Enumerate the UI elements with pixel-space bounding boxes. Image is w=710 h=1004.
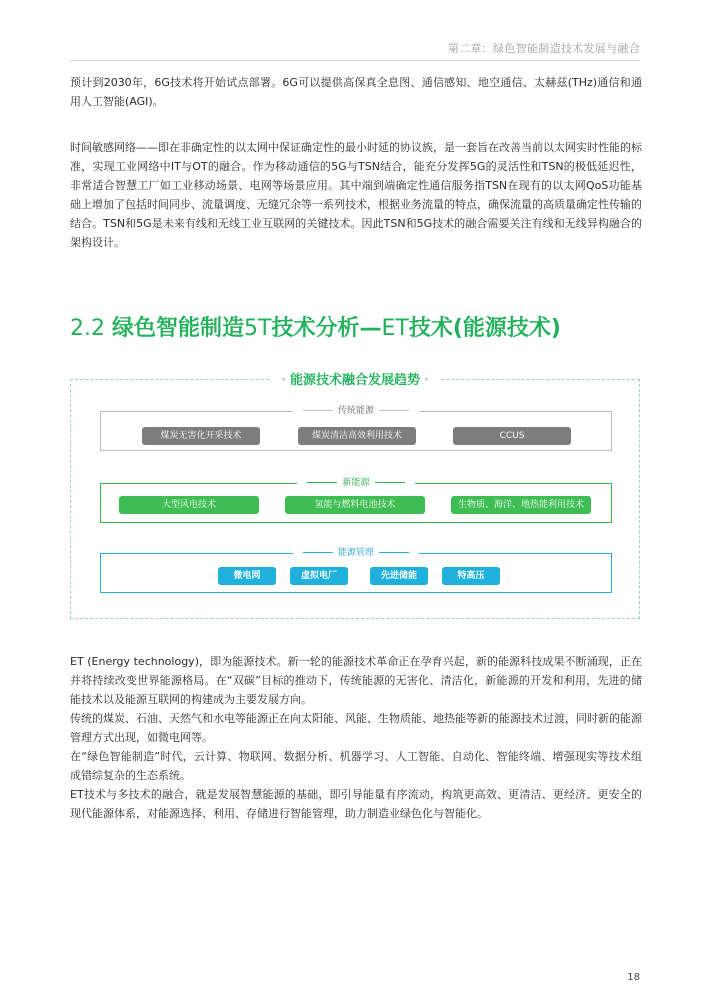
group-new-energy <box>100 478 612 523</box>
section-title <box>70 312 561 346</box>
energy-trend-diagram <box>70 373 640 619</box>
group-label: 传统能源 <box>101 405 611 418</box>
group-traditional-energy <box>100 406 612 451</box>
pill-hydrogen-fuel-cell: 氢能与燃料电池技术 <box>285 496 425 514</box>
pill-advanced-storage: 先进储能 <box>370 567 428 585</box>
section-title-part5: 技术(能源技术) <box>408 316 561 341</box>
pill-wind-power: 大型风电技术 <box>119 496 259 514</box>
page-number: 18 <box>627 972 640 983</box>
group-label: 能源管理 <box>101 547 611 560</box>
pill-ccus: CCUS <box>453 427 571 445</box>
header-divider <box>70 60 640 61</box>
group-energy-management <box>100 548 612 593</box>
pill-microgrid: 微电网 <box>218 567 276 585</box>
pill-coal-clean-use: 煤炭清洁高效利用技术 <box>298 427 416 445</box>
pill-coal-mining: 煤炭无害化开采技术 <box>142 427 260 445</box>
paragraph-et-definition: ET (Energy technology)，即为能源技术。新一轮的能源技术革命正在孕育兴起，新的能源科技成果不断涌现，正在并将持续改变世界能源格局。在“双碳”目标的推动下，传统能源的无害化、清洁化，新能源的开发和利用，先进的储能技术以及能源互联网的构建成为主要发展方向。 <box>70 655 642 706</box>
paragraph-tsn: 时间敏感网络——即在非确定性的以太网中保证确定性的最小时延的协议族，是一套旨在改善当前以太网实时性能的标准，实现工业网络中IT与OT的融合。作为移动通信的5G与TSN结合，能充分发挥5G的灵活性和TSN的极低延迟性，非常适合智慧工厂如工业移动场景、电网等场景应用。其中端到端确定性通信服务指TSN在现有的以太网QoS功能基础上增加了包括时间同步、流量调度、无缝冗余等一系列技术，根据业务流量的特点，确保流量的高质量确定性传输的结合。TSN和5G是未来有线和无线工业互联网的关键技术。因此TSN和5G技术的融合需要关注有线和无线异构融合的架构设计。 <box>70 141 642 249</box>
paragraph-et-fusion: ET技术与多技术的融合，就是发展智慧能源的基础，即引导能量有序流动，构筑更高效、更清洁、更经济、更安全的现代能源体系，对能源选择、利用、存储进行智能管理，助力制造业绿色化与智能化。 <box>70 788 642 820</box>
group-label: 新能源 <box>101 477 611 490</box>
section-title-part2: 5T <box>244 316 272 341</box>
section-title-part1: 绿色智能制造 <box>112 316 245 341</box>
chapter-header: 第二章：绿色智能制造技术发展与融合 <box>447 42 640 55</box>
pill-virtual-power-plant: 虚拟电厂 <box>290 567 348 585</box>
section-title-part3: 技术分析— <box>271 316 382 341</box>
diagram-title: · 能源技术融合发展趋势 · <box>71 369 639 391</box>
section-number: 2.2 <box>70 316 105 341</box>
section-title-part4: ET <box>381 316 409 341</box>
paragraph-6g: 预计到2030年，6G技术将开始试点部署。6G可以提供高保真全息图、通信感知、地空通信、太赫兹(THz)通信和通用人工智能(AGI)。 <box>70 76 642 108</box>
pill-biomass-ocean-geothermal: 生物质、海洋、地热能利用技术 <box>451 496 591 514</box>
paragraph-ecosystem: 在“绿色智能制造”时代，云计算、物联网、数据分析、机器学习、人工智能、自动化、智能终端、增强现实等技术组成错综复杂的生态系统。 <box>70 750 642 782</box>
paragraph-energy-transition: 传统的煤炭、石油、天然气和水电等能源正在向太阳能、风能、生物质能、地热能等新的能源技术过渡，同时新的能源管理方式出现，如微电网等。 <box>70 712 642 744</box>
pill-uhv: 特高压 <box>442 567 500 585</box>
